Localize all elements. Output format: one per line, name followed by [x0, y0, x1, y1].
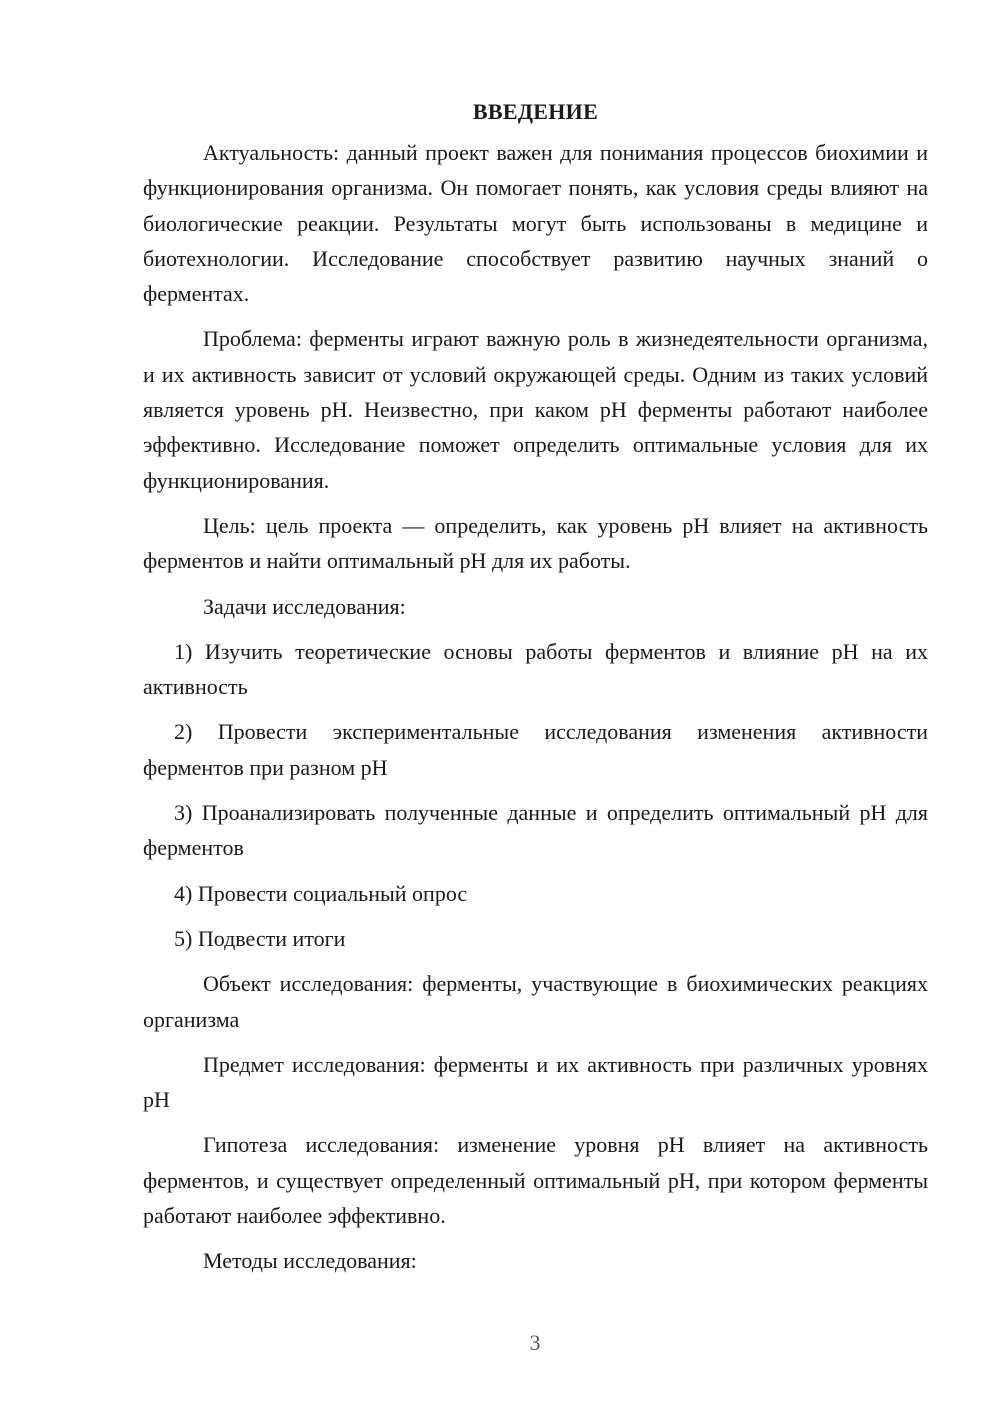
relevance-paragraph: Актуальность: данный проект важен для понимания процессов биохимии и функционирования организма. Он помогает понять, как условия среды влияют на биологические реакции. Результаты могут быть использованы в медицине и биотехнологии. Исследование способствует развитию научных знаний о ферментах.	[143, 140, 928, 307]
subject-paragraph: Предмет исследования: ферменты и их активность при различных уровнях pH	[143, 1051, 928, 1113]
page-title: ВВЕДЕНИЕ	[472, 99, 599, 124]
document-page	[143, 96, 928, 1289]
task-item-4: 4) Провести социальный опрос	[174, 880, 468, 906]
task-item-1: 1) Изучить теоретические основы работы ферментов и влияние pH на их активность	[143, 638, 928, 700]
goal-paragraph: Цель: цель проекта — определить, как уровень pH влияет на активность ферментов и найти оптимальный pH для их работы.	[143, 512, 928, 574]
page-number: 3	[529, 1330, 541, 1355]
tasks-title: Задачи исследования:	[203, 593, 406, 619]
task-item-5: 5) Подвести итоги	[174, 925, 346, 951]
methods-title: Методы исследования:	[203, 1248, 417, 1274]
problem-paragraph: Проблема: ферменты играют важную роль в жизнедеятельности организма, и их активность зависит от условий окружающей среды. Одним из таких условий является уровень pH. Неизвестно, при каком pH ферменты работают наиболее эффективно. Исследование поможет определить оптимальные условия для их функционирования.	[143, 326, 928, 493]
object-paragraph: Объект исследования: ферменты, участвующие в биохимических реакциях организма	[143, 971, 928, 1032]
task-item-2: 2) Провести экспериментальные исследования изменения активности ферментов при разном pH	[143, 719, 928, 780]
task-item-3: 3) Проанализировать полученные данные и определить оптимальный pH для ферментов	[143, 800, 928, 861]
hypothesis-paragraph: Гипотеза исследования: изменение уровня pH влияет на активность ферментов, и существует определенный оптимальный pH, при котором ферменты работают наиболее эффективно.	[143, 1132, 928, 1229]
